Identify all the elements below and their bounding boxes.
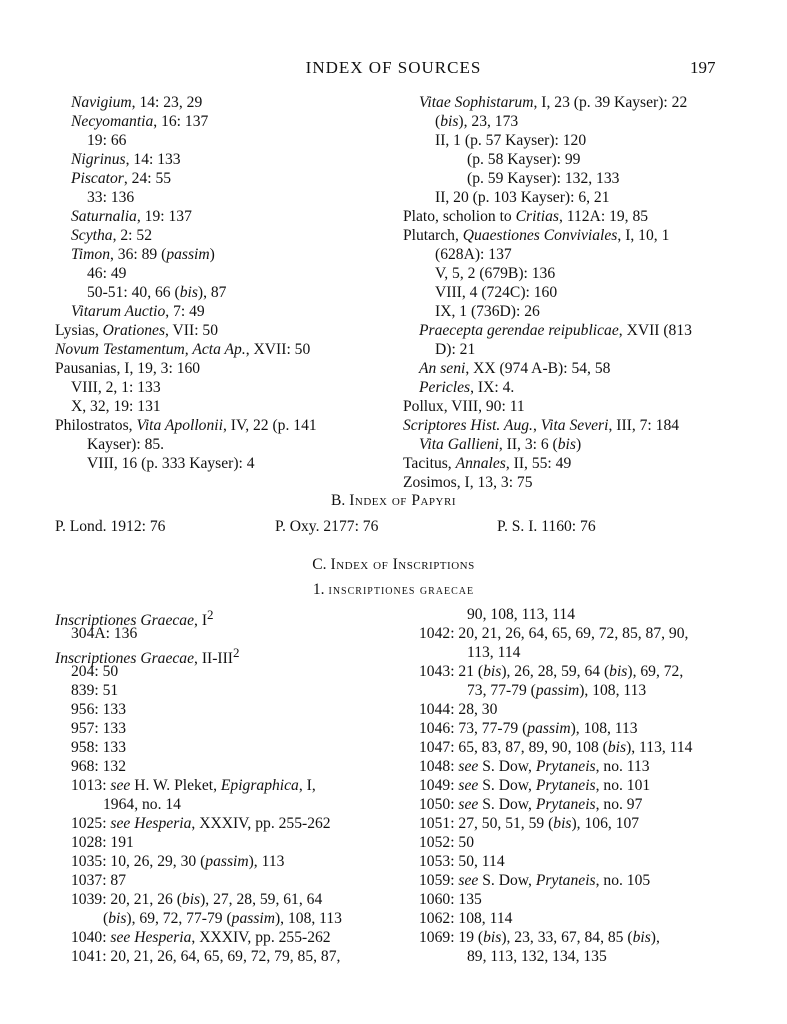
index-entry: Kayser): 85. [87, 436, 165, 453]
index-entry: 1035: 10, 26, 29, 30 (passim), 113 [71, 853, 285, 870]
index-entry: Pausanias, I, 19, 3: 160 [55, 360, 201, 377]
index-entry: 1039: 20, 21, 26 (bis), 27, 28, 59, 61, 64 [71, 891, 323, 908]
index-entry: 1041: 20, 21, 26, 64, 65, 69, 72, 79, 85, 87, [71, 948, 341, 965]
index-entry: D): 21 [435, 341, 476, 358]
index-entry: Navigium, 14: 23, 29 [71, 94, 203, 111]
papyrus-item: P. Lond. 1912: 76 [55, 518, 166, 535]
index-entry: 839: 51 [71, 682, 119, 699]
index-entry: (628A): 137 [435, 246, 512, 263]
index-entry: (bis), 23, 173 [435, 113, 519, 130]
index-entry: VIII, 16 (p. 333 Kayser): 4 [87, 455, 255, 472]
index-entry: 1044: 28, 30 [419, 701, 498, 718]
index-entry: VIII, 2, 1: 133 [71, 379, 161, 396]
index-entry: 1028: 191 [71, 834, 134, 851]
index-entry: 1964, no. 14 [103, 796, 181, 813]
index-entry: 1050: see S. Dow, Prytaneis, no. 97 [419, 796, 643, 813]
index-entry: 1046: 73, 77-79 (passim), 108, 113 [419, 720, 638, 737]
index-entry: Vitarum Auctio, 7: 49 [71, 303, 205, 320]
index-entry: Plutarch, Quaestiones Conviviales, I, 10, 1 [403, 227, 670, 244]
index-entry: 956: 133 [71, 701, 127, 718]
index-entry: Scriptores Hist. Aug., Vita Severi, III, 7: 184 [403, 417, 680, 434]
index-entry: Praecepta gerendae reipublicae, XVII (813 [419, 322, 692, 339]
section-b-title: Index of Papyri [349, 492, 456, 509]
index-entry: 46: 49 [87, 265, 127, 282]
index-entry: V, 5, 2 (679B): 136 [435, 265, 556, 282]
index-entry: 1053: 50, 114 [419, 853, 505, 870]
index-entry: 958: 133 [71, 739, 127, 756]
index-entry: Inscriptiones Graecae, II-III$^2$ [55, 645, 240, 668]
index-entry: 204: 50 [71, 663, 119, 680]
index-entry: 1049: see S. Dow, Prytaneis, no. 101 [419, 777, 651, 794]
index-entry: 1051: 27, 50, 51, 59 (bis), 106, 107 [419, 815, 640, 832]
index-entry: Necyomantia, 16: 137 [71, 113, 209, 130]
index-entry: 968: 132 [71, 758, 127, 775]
index-entry: Scytha, 2: 52 [71, 227, 152, 244]
index-entry: 19: 66 [87, 132, 127, 149]
section-c-subheading [0, 580, 787, 600]
index-entry: 1052: 50 [419, 834, 475, 851]
index-entry: Inscriptiones Graecae, $I^2$ [55, 607, 214, 630]
index-entry: Vitae Sophistarum, I, 23 (p. 39 Kayser): 22 [419, 94, 688, 111]
index-entry: 1059: see S. Dow, Prytaneis, no. 105 [419, 872, 651, 889]
index-entry: 1013: see H. W. Pleket, Epigraphica, I, [71, 777, 316, 794]
index-entry: 113, 114 [467, 644, 521, 661]
index-entry: 1037: 87 [71, 872, 127, 889]
section-c-subheading-title: inscriptiones graecae [328, 583, 475, 598]
index-entry: 957: 133 [71, 720, 127, 737]
index-entry: 1025: see Hesperia, XXXIV, pp. 255-262 [71, 815, 331, 832]
index-entry: II, 20 (p. 103 Kayser): 6, 21 [435, 189, 610, 206]
index-entry: 1060: 135 [419, 891, 482, 908]
index-entry: Nigrinus, 14: 133 [71, 151, 181, 168]
index-entry: 1062: 108, 114 [419, 910, 513, 927]
index-entry: 90, 108, 113, 114 [467, 606, 575, 623]
index-entry: (p. 59 Kayser): 132, 133 [467, 170, 620, 187]
index-entry: Pollux, VIII, 90: 11 [403, 398, 525, 415]
index-entry: 1048: see S. Dow, Prytaneis, no. 113 [419, 758, 650, 775]
index-entry: 50-51: 40, 66 (bis), 87 [87, 284, 227, 301]
index-entry: VIII, 4 (724C): 160 [435, 284, 558, 301]
section-c-letter: C. [312, 556, 327, 573]
index-entry: Piscator, 24: 55 [71, 170, 172, 187]
papyrus-item: P. S. I. 1160: 76 [497, 518, 596, 535]
section-b-heading [0, 491, 787, 510]
index-entry: Lysias, Orationes, VII: 50 [55, 322, 219, 339]
section-c-subheading-number: 1. [312, 581, 325, 598]
index-entry: 1042: 20, 21, 26, 64, 65, 69, 72, 85, 87, 90, [419, 625, 689, 642]
index-entry: Novum Testamentum, Acta Ap., XVII: 50 [55, 341, 311, 358]
section-c-heading [0, 555, 787, 574]
section-b-letter: B. [331, 492, 346, 509]
page-number: 197 [690, 58, 716, 77]
index-entry: Philostratos, Vita Apollonii, IV, 22 (p. 141 [55, 417, 317, 434]
index-entry: Tacitus, Annales, II, 55: 49 [403, 455, 572, 472]
index-entry: 89, 113, 132, 134, 135 [467, 948, 607, 965]
index-entry: Vita Gallieni, II, 3: 6 (bis) [419, 436, 582, 453]
index-entry: X, 32, 19: 131 [71, 398, 161, 415]
index-entry: (bis), 69, 72, 77-79 (passim), 108, 113 [103, 910, 342, 927]
index-entry: Plato, scholion to Critias, 112A: 19, 85 [403, 208, 649, 225]
index-entry: 1043: 21 (bis), 26, 28, 59, 64 (bis), 69, 72, [419, 663, 684, 680]
index-entry: 304A: 136 [71, 625, 138, 642]
papyrus-item: P. Oxy. 2177: 76 [275, 518, 379, 535]
index-entry: An seni, XX (974 A-B): 54, 58 [419, 360, 611, 377]
index-entry: Zosimos, I, 13, 3: 75 [403, 474, 533, 491]
running-title: INDEX OF SOURCES [305, 58, 482, 77]
index-entry: II, 1 (p. 57 Kayser): 120 [435, 132, 587, 149]
index-entry: Pericles, IX: 4. [419, 379, 515, 396]
index-entry: Saturnalia, 19: 137 [71, 208, 192, 225]
index-entry: IX, 1 (736D): 26 [435, 303, 540, 320]
index-entry: 33: 136 [87, 189, 135, 206]
index-entry: 1040: see Hesperia, XXXIV, pp. 255-262 [71, 929, 331, 946]
index-entry: Timon, 36: 89 (passim) [71, 246, 215, 263]
index-entry: 1047: 65, 83, 87, 89, 90, 108 (bis), 113, 114 [419, 739, 693, 756]
section-c-title: Index of Inscriptions [330, 556, 475, 573]
index-entry: 1069: 19 (bis), 23, 33, 67, 84, 85 (bis), [419, 929, 660, 946]
index-entry: (p. 58 Kayser): 99 [467, 151, 581, 168]
index-entry: 73, 77-79 (passim), 108, 113 [467, 682, 647, 699]
